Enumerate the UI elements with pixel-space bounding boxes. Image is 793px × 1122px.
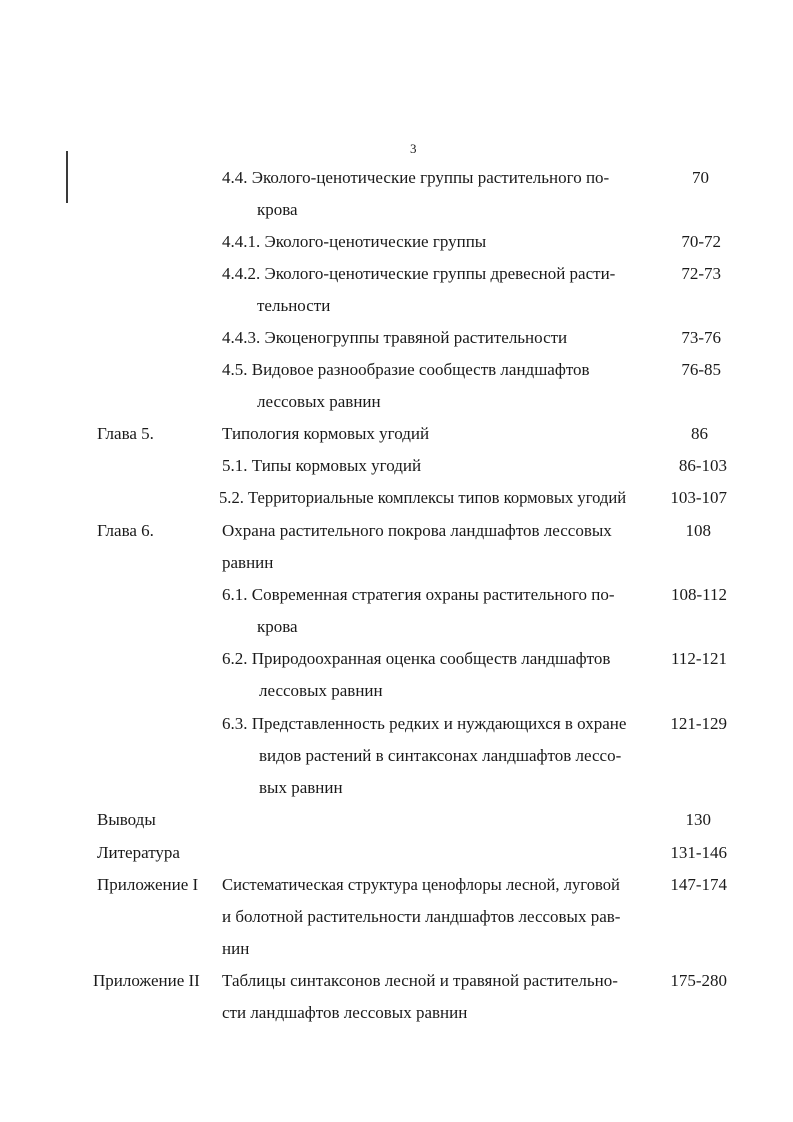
page-number: 3 <box>410 141 417 156</box>
toc-entry-title: 5.2. Территориальные комплексы типов кормовых угодий <box>219 488 627 507</box>
toc-entry-title: лессовых равнин <box>259 681 383 700</box>
toc-entry-title: 4.5. Видовое разнообразие сообществ ландшафтов <box>222 360 590 379</box>
toc-chapter-label: Приложение I <box>97 875 199 894</box>
toc-entry-title: крова <box>257 617 298 636</box>
toc-entry-title: крова <box>257 200 298 219</box>
toc-entry-title: 6.3. Представленность редких и нуждающихся в охране <box>222 714 627 733</box>
toc-entry-pages: 112-121 <box>670 649 727 668</box>
toc-entry-title: 6.2. Природоохранная оценка сообществ ландшафтов <box>222 649 611 668</box>
toc-entry-title: равнин <box>222 553 274 572</box>
toc-entry-pages: 73-76 <box>681 328 721 347</box>
toc-entry-pages: 130 <box>685 810 711 829</box>
scan-mark <box>66 151 68 203</box>
toc-entry-title: Охрана растительного покрова ландшафтов лессовых <box>222 521 612 540</box>
toc-entry-title: Систематическая структура ценофлоры лесной, луговой <box>222 875 620 894</box>
toc-entry-title: нин <box>222 939 250 958</box>
toc-entry-title: 5.1. Типы кормовых угодий <box>222 456 422 475</box>
toc-entry-pages: 86 <box>691 424 708 443</box>
toc-entry-title: 4.4.3. Экоценогруппы травяной растительности <box>222 328 568 347</box>
toc-entry-title: тельности <box>257 296 331 315</box>
toc-entry-pages: 103-107 <box>670 488 727 507</box>
toc-chapter-label: Приложение II <box>93 971 200 990</box>
toc-entry-pages: 131-146 <box>670 843 727 862</box>
toc-entry-title: вых равнин <box>259 778 343 797</box>
toc-entry-pages: 76-85 <box>681 360 721 379</box>
toc-entry-title: Типология кормовых угодий <box>222 424 430 443</box>
toc-entry-pages: 121-129 <box>670 714 727 733</box>
toc-entry-title: Таблицы синтаксонов лесной и травяной растительно- <box>222 971 618 990</box>
toc-entry-pages: 175-280 <box>670 971 727 990</box>
toc-entry-title: 4.4. Эколого-ценотические группы растительного по- <box>222 168 610 187</box>
toc-entry-pages: 86-103 <box>678 456 727 475</box>
toc-entry-pages: 70-72 <box>681 232 721 251</box>
toc-chapter-label: Литература <box>97 843 180 862</box>
toc-chapter-label: Выводы <box>97 810 156 829</box>
toc-entry-title: лессовых равнин <box>257 392 381 411</box>
toc-entry-title: сти ландшафтов лессовых равнин <box>222 1003 468 1022</box>
toc-entry-title: видов растений в синтаксонах ландшафтов лессо- <box>259 746 622 765</box>
toc-chapter-label: Глава 6. <box>97 521 154 540</box>
toc-entry-title: 6.1. Современная стратегия охраны растительного по- <box>222 585 615 604</box>
toc-entry-pages: 108-112 <box>670 585 727 604</box>
toc-entry-pages: 147-174 <box>670 875 727 894</box>
toc-entry-pages: 108 <box>685 521 711 540</box>
toc-entry-title: и болотной растительности ландшафтов лессовых рав- <box>222 907 621 926</box>
toc-entry-pages: 72-73 <box>681 264 721 283</box>
toc-entry-pages: 70 <box>692 168 709 187</box>
toc-chapter-label: Глава 5. <box>97 424 154 443</box>
toc-entry-title: 4.4.1. Эколого-ценотические группы <box>222 232 487 251</box>
toc-entry-title: 4.4.2. Эколого-ценотические группы древесной расти- <box>222 264 616 283</box>
